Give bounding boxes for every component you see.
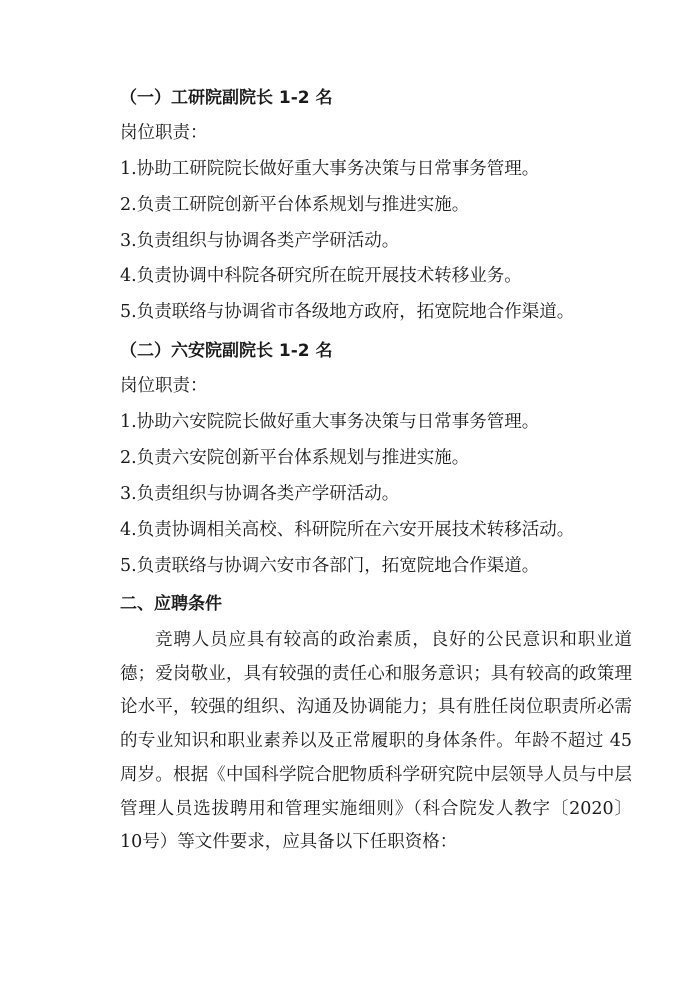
duty-label-2: 岗位职责： xyxy=(120,376,208,396)
duty-item: 5.负责联络与协调省市各级地方政府，拓宽院地合作渠道。 xyxy=(120,302,575,322)
requirements-paragraph: 竞聘人员应具有较高的政治素质，良好的公民意识和职业道德；爱岗敬业，具有较强的责任心和服务意识；具有较高的政策理论水平，较强的组织、沟通及协调能力；具有胜任岗位职责所必需的专业知识和职业素养以及正常履职的身体条件。年龄不超过 45 周岁。根据《中国科学院合肥物质科学研究院中层领导人员与中层管理人员选拔聘用和管理实施细则》（科合院发人教字〔2020〕10号）等文件要求，应具备以下任职资格： xyxy=(120,630,632,853)
duty-label-1: 岗位职责： xyxy=(120,123,208,143)
duty-item: 2.负责六安院创新平台体系规划与推进实施。 xyxy=(120,448,470,468)
duty-item: 2.负责工研院创新平台体系规划与推进实施。 xyxy=(120,195,470,215)
duty-item: 1.协助六安院院长做好重大事务决策与日常事务管理。 xyxy=(120,412,540,432)
duty-item: 3.负责组织与协调各类产学研活动。 xyxy=(120,484,400,504)
section-heading-1: （一）工研院副院长 1-2 名 xyxy=(120,88,333,108)
duty-item: 5.负责联络与协调六安市各部门，拓宽院地合作渠道。 xyxy=(120,556,540,576)
duty-item: 4.负责协调相关高校、科研院所在六安开展技术转移活动。 xyxy=(120,520,575,540)
section-heading-3: 二、应聘条件 xyxy=(120,594,222,614)
section-heading-2: （二）六安院副院长 1-2 名 xyxy=(120,341,333,361)
duty-item: 4.负责协调中科院各研究所在皖开展技术转移业务。 xyxy=(120,266,522,286)
duty-item: 1.协助工研院院长做好重大事务决策与日常事务管理。 xyxy=(120,159,540,179)
duty-item: 3.负责组织与协调各类产学研活动。 xyxy=(120,231,400,251)
